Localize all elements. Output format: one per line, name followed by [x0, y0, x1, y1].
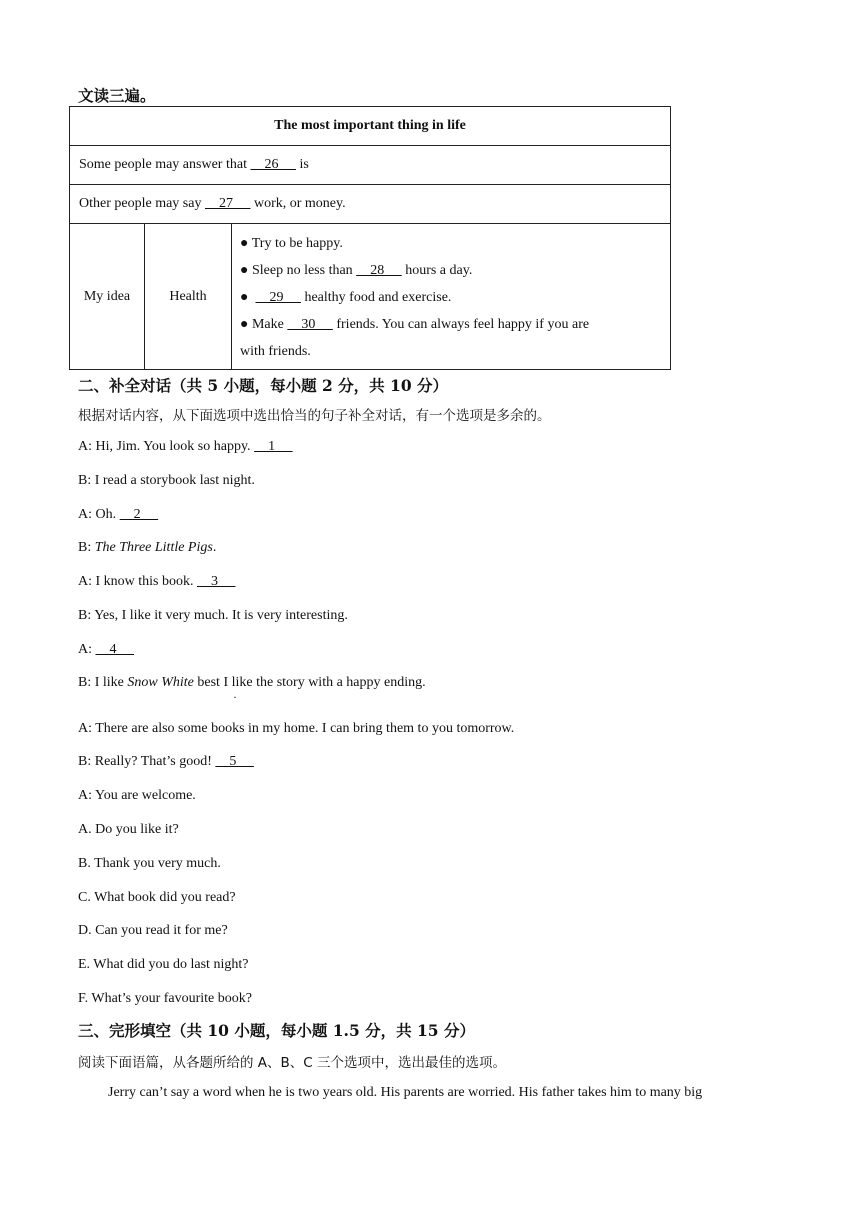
- bullet-text: Try to be happy.: [251, 236, 343, 251]
- bullet-continuation: with friends.: [240, 344, 311, 359]
- section2-heading: 二、补全对话（共 5 小题，每小题 2 分，共 10 分）: [78, 376, 449, 395]
- bullet-text: Sleep no less than: [251, 263, 357, 278]
- bullet-text: healthy food and exercise.: [300, 290, 452, 305]
- option-e: E. What did you do last night?: [78, 957, 249, 972]
- blank-27: 27: [204, 196, 251, 211]
- dialogue-text: A: I know this book.: [78, 574, 197, 589]
- bullet-icon: ●: [240, 317, 249, 332]
- row-text: work, or money.: [250, 196, 346, 211]
- dialogue-line: [78, 540, 216, 556]
- blank-2: 2: [119, 507, 159, 522]
- section-fragment-heading: 文读三遍。: [78, 86, 156, 105]
- section2-instruction: 根据对话内容，从下面选项中选出恰当的句子补全对话，有一个选项是多余的。: [78, 408, 551, 424]
- dialogue-line: [78, 507, 158, 523]
- dialogue-line: [78, 642, 134, 658]
- blank-1: 1: [254, 439, 293, 454]
- dialogue-text: B:: [78, 540, 95, 555]
- bullet-icon: ●: [240, 236, 249, 251]
- table-row: [70, 185, 671, 224]
- passage-text: Jerry can’t say a word when he is two years old. His parents are worried. His father takes him to many big: [108, 1085, 703, 1100]
- blank-3: 3: [197, 574, 236, 589]
- blank-4: 4: [95, 642, 134, 657]
- health-label: Health: [145, 224, 232, 370]
- bullet-icon: ●: [240, 263, 249, 278]
- bullet-item: [240, 284, 662, 311]
- book-title: The Three Little Pigs: [94, 540, 213, 555]
- dialogue-text: best I like the story with a happy ending.: [193, 675, 426, 690]
- info-table: [69, 106, 671, 370]
- row-text: is: [295, 157, 309, 172]
- section3-instruction: 阅读下面语篇，从各题所给的 A、B、C 三个选项中，选出最佳的选项。: [78, 1055, 507, 1071]
- health-bullets: [232, 224, 671, 370]
- blank-5: 5: [215, 754, 254, 769]
- bullet-item: [240, 230, 662, 257]
- dialogue-line: A: There are also some books in my home. I can bring them to you tomorrow.: [78, 721, 515, 736]
- option-a: A. Do you like it?: [78, 822, 179, 837]
- option-c: C. What book did you read?: [78, 890, 236, 905]
- bullet-item: [240, 311, 662, 338]
- dialogue-line: [78, 574, 236, 590]
- dialogue-line: A: You are welcome.: [78, 788, 196, 803]
- blank-28: 28: [356, 263, 402, 278]
- dialogue-text: B: I like: [78, 675, 128, 690]
- emphasis-mark: ·: [233, 690, 237, 704]
- bullet-icon: ●: [240, 290, 249, 305]
- bullet-text: friends. You can always feel happy if you are: [332, 317, 590, 332]
- dialogue-line: B: Yes, I like it very much. It is very interesting.: [78, 608, 348, 623]
- option-b: B. Thank you very much.: [78, 856, 221, 871]
- blank-26: 26: [250, 157, 296, 172]
- book-title: Snow White: [127, 675, 194, 690]
- table-title: The most important thing in life: [70, 107, 671, 146]
- dialogue-line: B: I read a storybook last night.: [78, 473, 255, 488]
- bullet-item: [240, 257, 662, 284]
- blank-29: 29: [255, 290, 301, 305]
- dialogue-text: .: [212, 540, 217, 555]
- dialogue-line: [78, 754, 254, 770]
- table-row: [70, 146, 671, 185]
- option-f: F. What’s your favourite book?: [78, 991, 252, 1006]
- option-d: D. Can you read it for me?: [78, 923, 228, 938]
- dialogue-line: [78, 675, 426, 691]
- blank-30: 30: [287, 317, 333, 332]
- row-text: Some people may answer that: [79, 157, 251, 172]
- dialogue-line: [78, 439, 293, 455]
- row-text: Other people may say: [79, 196, 205, 211]
- dialogue-text: B: Really? That’s good!: [78, 754, 216, 769]
- bullet-text: hours a day.: [401, 263, 473, 278]
- dialogue-text: A: Hi, Jim. You look so happy.: [78, 439, 255, 454]
- dialogue-text: A:: [78, 642, 96, 657]
- bullet-text: Make: [251, 317, 288, 332]
- dialogue-text: A: Oh.: [78, 507, 120, 522]
- section3-heading: 三、完形填空（共 10 小题，每小题 1.5 分，共 15 分）: [78, 1021, 475, 1040]
- my-idea-label: My idea: [70, 224, 145, 370]
